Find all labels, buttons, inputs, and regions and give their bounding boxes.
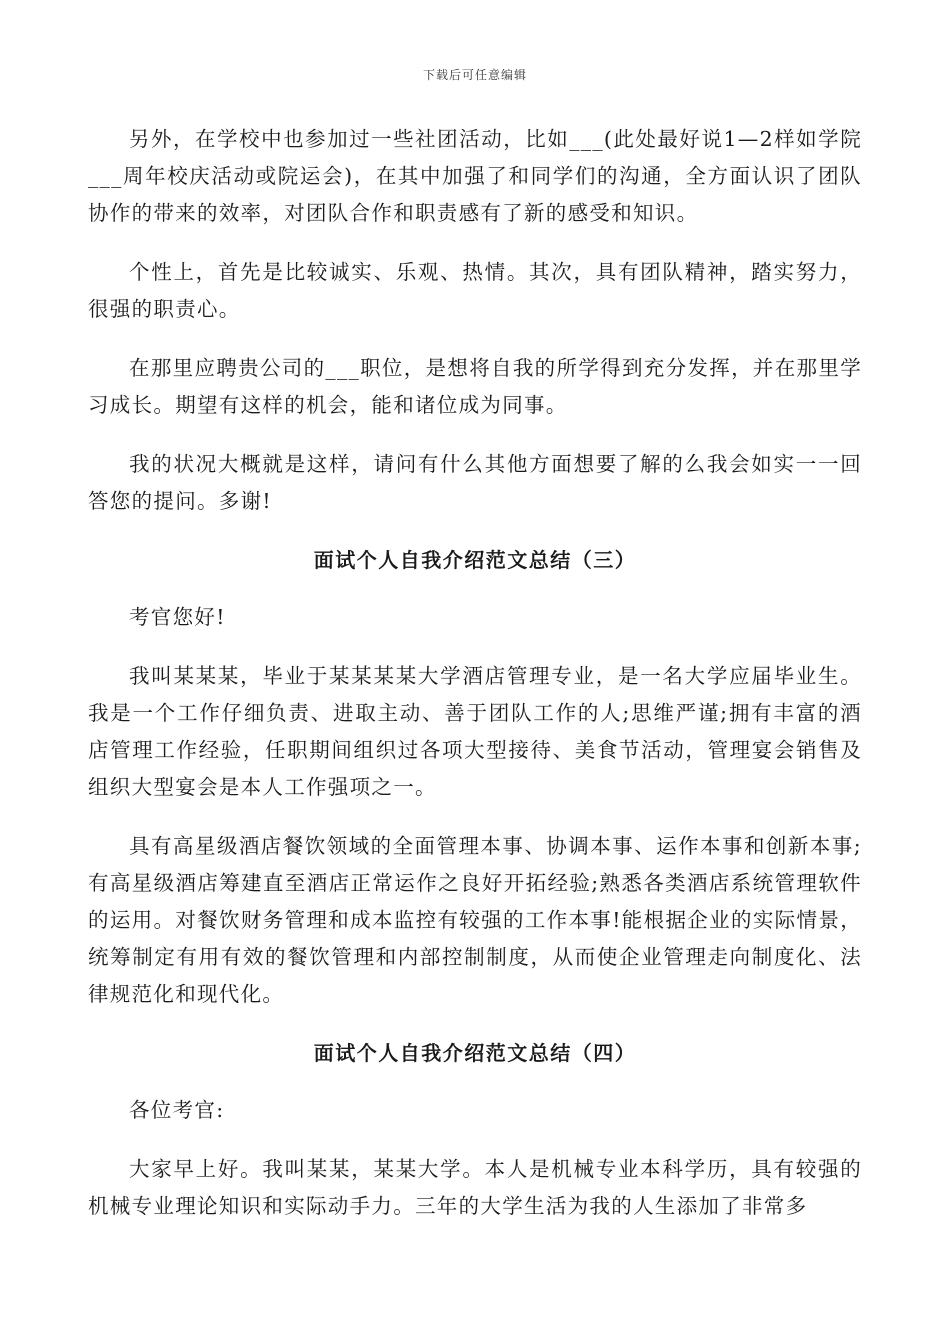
paragraph-introduction: 我叫某某某，毕业于某某某某大学酒店管理专业，是一名大学应届毕业生。我是一个工作仔细负责、进取主动、善于团队工作的人;思维严谨;拥有丰富的酒店管理工作经验，任职期间组织过各项大型接待、美食节活动，管理宴会销售及组织大型宴会是本人工作强项之一。 xyxy=(88,664,862,799)
page-header: 下载后可任意编辑 xyxy=(422,68,527,82)
paragraph-introduction-2: 大家早上好。我叫某某，某某大学。本人是机械专业本科学历，具有较强的机械专业理论知识和实际动手力。三年的大学生活为我的人生添加了非常多 xyxy=(88,1157,862,1218)
section-heading-3: 面试个人自我介绍范文总结（三） xyxy=(313,548,637,572)
paragraph-club-activities: 另外，在学校中也参加过一些社团活动，比如___(此处最好说1—2样如学院___周年校庆活动或院运会)，在其中加强了和同学们的沟通，全方面认识了团队协作的带来的效率，对团队合作和职责感有了新的感受和知识。 xyxy=(88,127,862,225)
paragraph-personality: 个性上，首先是比较诚实、乐观、热情。其次，具有团队精神，踏实努力，很强的职责心。 xyxy=(88,260,862,321)
paragraph-closing: 我的状况大概就是这样，请问有什么其他方面想要了解的么我会如实一一回答您的提问。多谢! xyxy=(88,452,862,513)
paragraph-greeting: 考官您好! xyxy=(129,605,226,629)
paragraph-greeting-2: 各位考官: xyxy=(129,1098,225,1122)
section-heading-4: 面试个人自我介绍范文总结（四） xyxy=(313,1041,637,1065)
paragraph-skills: 具有高星级酒店餐饮领域的全面管理本事、协调本事、运作本事和创新本事;有高星级酒店筹建直至酒店正常运作之良好开拓经验;熟悉各类酒店系统管理软件的运用。对餐饮财务管理和成本监控有较强的工作本事!能根据企业的实际情景，统筹制定有用有效的餐饮管理和内部控制制度，从而使企业管理走向制度化、法律规范化和现代化。 xyxy=(88,834,862,1006)
paragraph-position: 在那里应聘贵公司的___职位，是想将自我的所学得到充分发挥，并在那里学习成长。期望有这样的机会，能和诸位成为同事。 xyxy=(88,356,862,417)
document-body xyxy=(88,121,862,1247)
